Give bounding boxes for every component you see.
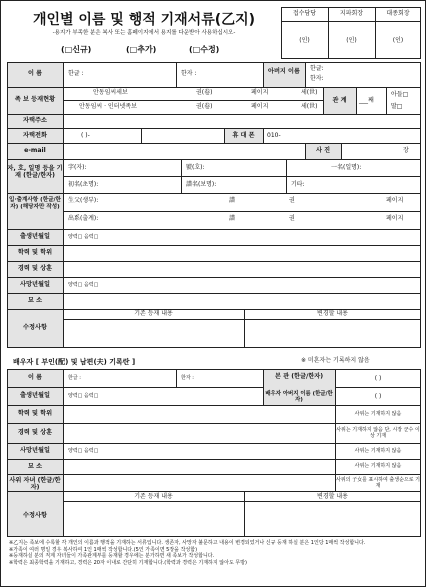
spouse-death-label: 사망년월일 [20, 447, 50, 454]
spouse-grave-label: 묘 소 [27, 463, 43, 470]
saengbu-bo: 譜 [229, 197, 236, 204]
father-korean-label: 한글: [310, 65, 324, 72]
genealogy-vol-1: 권(卷) [196, 89, 213, 96]
genealogy-book-2: 안동임씨 · 인터넷족보 [79, 103, 137, 110]
revision-before: 기존 등재 내용 [134, 310, 173, 317]
name-label: 이 름 [27, 70, 43, 77]
spouse-birthday-label: 출생년월일 [20, 392, 50, 399]
chulgye-bo: 譜 [229, 215, 236, 222]
approval-header-branch: 지파회장 [339, 10, 364, 17]
spouse-career-note: 사위는 기재하지 않음 단, 시장 군수 이상 기재 [336, 427, 420, 439]
mobile-value[interactable]: 010- [267, 132, 281, 139]
birthday-label: 출생년월일 [20, 233, 50, 240]
genealogy-gen-1: 세(世) [301, 89, 318, 96]
spouse-revision-after: 변경할 내용 [317, 493, 348, 500]
person-table [7, 62, 421, 348]
phone-value[interactable]: ( )- [81, 132, 90, 139]
spouse-note: ※ 미혼자는 기록하지 않음 [301, 357, 370, 364]
name-hanja-label: 한자 : [181, 70, 197, 77]
genealogy-gen-2: 세(世) [301, 103, 318, 110]
spouse-education-label: 학력 및 학위 [17, 410, 53, 417]
footnote-4: ※학력은 최종학력을 기재하고, 경력은 20자 이내로 간단히 기재합니다.(학력과 경력은 기재하지 않아도 무방) [9, 559, 247, 566]
spouse-father-label: 배우자 아버지 이름 (한글/한자) [265, 391, 333, 403]
spouse-name-label: 이 름 [27, 374, 43, 381]
ja-field[interactable]: 字(자): [68, 164, 87, 171]
chulgye-page: 페이지 [386, 215, 404, 222]
education-label: 학력 및 학위 [17, 249, 53, 256]
approval-seal-2[interactable]: (인) [346, 37, 357, 44]
death-label: 사망년월일 [20, 281, 50, 288]
approval-header-receiver: 접수담당 [292, 10, 317, 17]
photo-count: 장 [403, 147, 409, 154]
adoption-label: 입·출계사항 (한글/한자) (해당자만 작성) [9, 197, 61, 210]
option-modify[interactable]: (□수정) [189, 45, 220, 54]
footnote-2: ※가족이 여러 명일 경우 복사하여 1인 1매씩 작성합니다.(5인 가족이면 5장을 작성함) [9, 546, 198, 553]
spouse-birthday-calendar[interactable]: 양력□ 음력□ [68, 393, 99, 399]
genealogy-label: 족 보 등재현황 [14, 96, 56, 103]
gita-field[interactable]: 기타: [291, 181, 305, 188]
spouse-revision-before: 기존 등재 내용 [134, 493, 173, 500]
option-add[interactable]: (□추가) [126, 45, 157, 54]
photo-label: 사 진 [315, 147, 331, 154]
relation-label: 관 계 [332, 97, 347, 104]
saengbu-page: 페이지 [386, 197, 404, 204]
genealogy-page-1: 페이지 [251, 89, 269, 96]
spouse-children-note: 사위의 子女를 표시하여 출생순으로 기재 [336, 477, 420, 489]
career-label: 경력 및 상훈 [17, 265, 53, 272]
spouse-career-label: 경력 및 상훈 [17, 429, 53, 436]
grave-label: 묘 소 [27, 297, 43, 304]
spouse-bongwan-label: 본 관 (한글/한자) [274, 373, 324, 380]
option-new[interactable]: (□신규) [61, 45, 92, 54]
saengbu-field[interactable]: 生父(생부): [68, 197, 99, 204]
son-checkbox[interactable]: 아들□ [391, 91, 409, 98]
spouse-bongwan-value[interactable]: ( ) [374, 375, 382, 382]
bomyeong-field[interactable]: 譜名(보명): [186, 181, 217, 188]
spouse-revision-label: 수정사항 [23, 512, 47, 519]
spouse-death-calendar[interactable]: 양력□ 음력□ [68, 448, 99, 454]
genealogy-vol-2: 권(卷) [196, 103, 213, 110]
ja-ho-label: 자, 호, 일명 등을 기재 (한글/한자) [7, 165, 63, 179]
father-hanja-label: 한자: [310, 75, 324, 82]
death-calendar[interactable]: 양력□ 음력□ [68, 282, 99, 288]
approval-header-president: 대종회장 [386, 10, 410, 17]
birthday-calendar[interactable]: 양력□ 음력□ [68, 234, 99, 240]
page-subtitle: -용지가 부족한 분은 복사 또는 홈페이지에서 용지를 다운받아 사용하십시오- [52, 30, 236, 36]
mobile-label: 휴 대 폰 [232, 132, 255, 139]
spouse-grave-note: 사위는 기재하지 않음 [354, 463, 402, 469]
daughter-checkbox[interactable]: 딸□ [391, 103, 403, 110]
revision-label: 수정사항 [23, 324, 47, 331]
relation-order[interactable]: ___째 [359, 97, 374, 104]
name-korean-label: 한글 : [68, 70, 84, 77]
spouse-education-note: 사위는 기재하지 않음 [354, 411, 402, 417]
footnote-3: ※등재하실 분의 직계 자녀들이 가족관계부를 등재할 경우에는 분가하면 새 족보가 작성합니다. [9, 553, 215, 559]
address-label: 자택주소 [23, 117, 47, 124]
spouse-hanja-label: 한자 : [181, 375, 194, 381]
saengbu-gwon: 권 [289, 197, 295, 204]
spouse-children-label: 사위 자녀 (한글/한자) [9, 477, 61, 491]
approval-seal-3[interactable]: (인) [392, 37, 404, 44]
footnotes [9, 540, 419, 566]
spouse-death-note: 사위는 기재하지 않음 [354, 448, 402, 454]
approval-seal-1[interactable]: (인) [299, 37, 310, 44]
genealogy-page-2: 페이지 [251, 103, 269, 110]
ho-field[interactable]: 號(호): [186, 164, 205, 171]
chomyeong-field[interactable]: 初名(초명): [68, 181, 99, 188]
genealogy-book-1: 안동임씨세보 [93, 89, 128, 96]
email-label: e-mail [24, 147, 46, 154]
phone-label: 자택전화 [23, 132, 47, 139]
spouse-korean-label: 한글 : [68, 375, 81, 381]
page-title: 개인별 이름 및 행적 기재서류(乙지) [32, 12, 256, 28]
father-label: 아버지 이름 [267, 68, 301, 75]
spouse-heading: 배우자 [ 부인(配) 및 남편(夫) 기록란 ] [13, 358, 136, 366]
chulgye-field[interactable]: 出系(출계): [68, 215, 99, 222]
footnote-1: ※乙지는 족보에 수록할 각 개인의 이름과 행적을 기재하는 서류입니다. 생존자, 사망자 불문하고 내용이 변경되었거나 신규 등재 하실 분은 1인당 1매씩 작성합니다. [9, 540, 366, 546]
spouse-father-value[interactable]: ( ) [374, 393, 382, 400]
chulgye-gwon: 권 [289, 215, 295, 222]
revision-after: 변경할 내용 [317, 310, 348, 317]
ilmyeong-field[interactable]: 一名(일명): [331, 164, 362, 171]
